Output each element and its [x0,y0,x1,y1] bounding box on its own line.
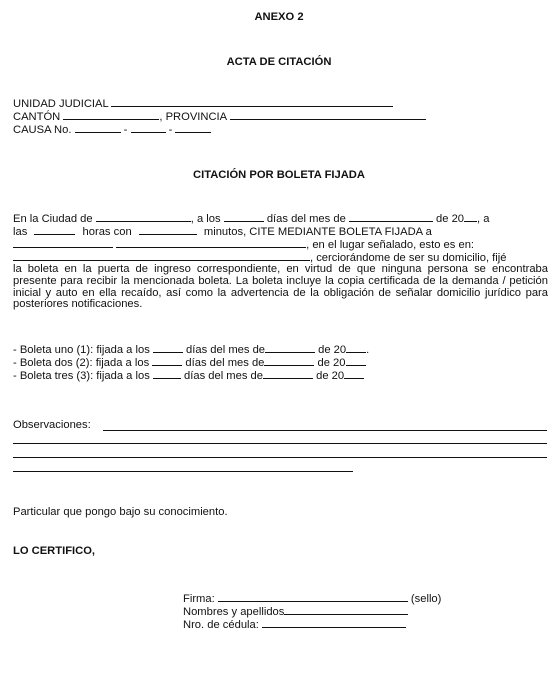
firma-line [183,592,441,605]
certification-text: LO CERTIFICO, [13,545,96,557]
boleta-uno-year-label: de 20 [318,344,347,356]
boleta-uno-year-field[interactable] [346,343,366,353]
boleta-tres-year-label: de 20 [316,370,345,382]
boleta-uno-line [13,343,369,356]
las-label: las [13,226,28,238]
section-title: CITACIÓN POR BOLETA FIJADA [193,169,365,181]
lugar-label: , en el lugar señalado, esto es en: [306,239,475,251]
boleta-dos-mes-label: días del mes de [185,357,265,369]
citado-field-2[interactable] [116,238,306,248]
boleta-uno-end: . [366,344,370,356]
closing-text: Particular que pongo bajo su conocimiento. [13,506,228,518]
citado-field-1[interactable] [13,238,113,248]
firma-field[interactable] [218,592,408,602]
cerciorandome-label: , cerciorándome de ser su domicilio, fijé [310,252,507,264]
boleta-tres-mes-field[interactable] [263,369,313,379]
boleta-dos-dias-field[interactable] [152,356,182,366]
causa-field-3[interactable] [175,123,211,133]
boleta-dos-year-label: de 20 [317,357,346,369]
causa-field-1[interactable] [75,123,121,133]
mes-field[interactable] [349,212,433,222]
body-paragraph: la boleta en la puerta de ingreso correspondiente, en virtud de que ninguna persona se encontraba presente para recibir la mencionada boleta. La boleta incluye la copia certificada de la demanda / petición inicial y auto en ella recaído, así como la advertencia de la obligación de señalar domicilio jurídico para posteriores notificaciones. [13,263,548,311]
boleta-dos-line [13,356,366,369]
nombres-label: Nombres y apellidos [183,606,285,618]
annex-label: ANEXO 2 [254,11,304,23]
causa-label: CAUSA No. [13,124,72,136]
provincia-label: , PROVINCIA [159,111,227,123]
boleta-tres-mes-label: días del mes de [184,370,263,382]
firma-label: Firma: [183,593,215,605]
causa-line [13,123,211,136]
observaciones-label: Observaciones: [13,419,91,431]
unidad-judicial-line [13,97,393,110]
body-line-3 [13,238,474,251]
dias-mes-label: días del mes de [266,213,346,225]
dias-field[interactable] [224,212,264,222]
canton-line [13,110,426,123]
horas-con-label: horas con [82,226,132,238]
ciudad-field[interactable] [96,212,191,222]
boleta-uno-mes-label: días del mes de [186,344,266,356]
boleta-dos-label: - Boleta dos (2): fijada a los [13,357,150,369]
document-title: ACTA DE CITACIÓN [226,56,332,68]
boleta-uno-mes-field[interactable] [265,343,315,353]
cite-label: minutos, CITE MEDIANTE BOLETA FIJADA a [203,226,432,238]
ciudad-label: En la Ciudad de [13,213,93,225]
causa-dash-2: - [168,124,173,136]
cedula-line [183,618,406,631]
domicilio-field[interactable] [13,251,310,261]
boleta-tres-line [13,369,364,382]
nombres-line [183,605,408,618]
boleta-tres-label: - Boleta tres (3): fijada a los [13,370,150,382]
cedula-field[interactable] [262,618,406,628]
boleta-dos-mes-field[interactable] [264,356,314,366]
nombres-field[interactable] [284,605,408,615]
observaciones-line-2[interactable] [13,443,547,444]
year-field[interactable] [464,212,477,222]
boleta-dos-year-field[interactable] [346,356,366,366]
causa-dash-1: - [123,124,128,136]
provincia-field[interactable] [230,110,426,120]
unidad-judicial-label: UNIDAD JUDICIAL [13,98,109,110]
canton-field[interactable] [63,110,159,120]
body-line-1 [13,212,489,225]
sello-label: (sello) [410,593,442,605]
causa-field-2[interactable] [131,123,166,133]
a-label: , a [477,213,490,225]
horas-field[interactable] [34,225,75,235]
a-los-label: , a los [190,213,221,225]
observaciones-line-4[interactable] [13,471,353,472]
body-line-2 [13,225,432,238]
minutos-field[interactable] [139,225,197,235]
unidad-judicial-field[interactable] [111,97,393,107]
year-label: de 20 [436,213,465,225]
boleta-tres-dias-field[interactable] [153,369,181,379]
boleta-tres-year-field[interactable] [344,369,364,379]
cedula-label: Nro. de cédula: [183,619,259,631]
boleta-uno-dias-field[interactable] [153,343,183,353]
observaciones-line-3[interactable] [13,457,547,458]
observaciones-line-1[interactable] [103,430,547,431]
boleta-uno-label: - Boleta uno (1): fijada a los [13,344,150,356]
canton-label: CANTÓN [13,111,61,123]
